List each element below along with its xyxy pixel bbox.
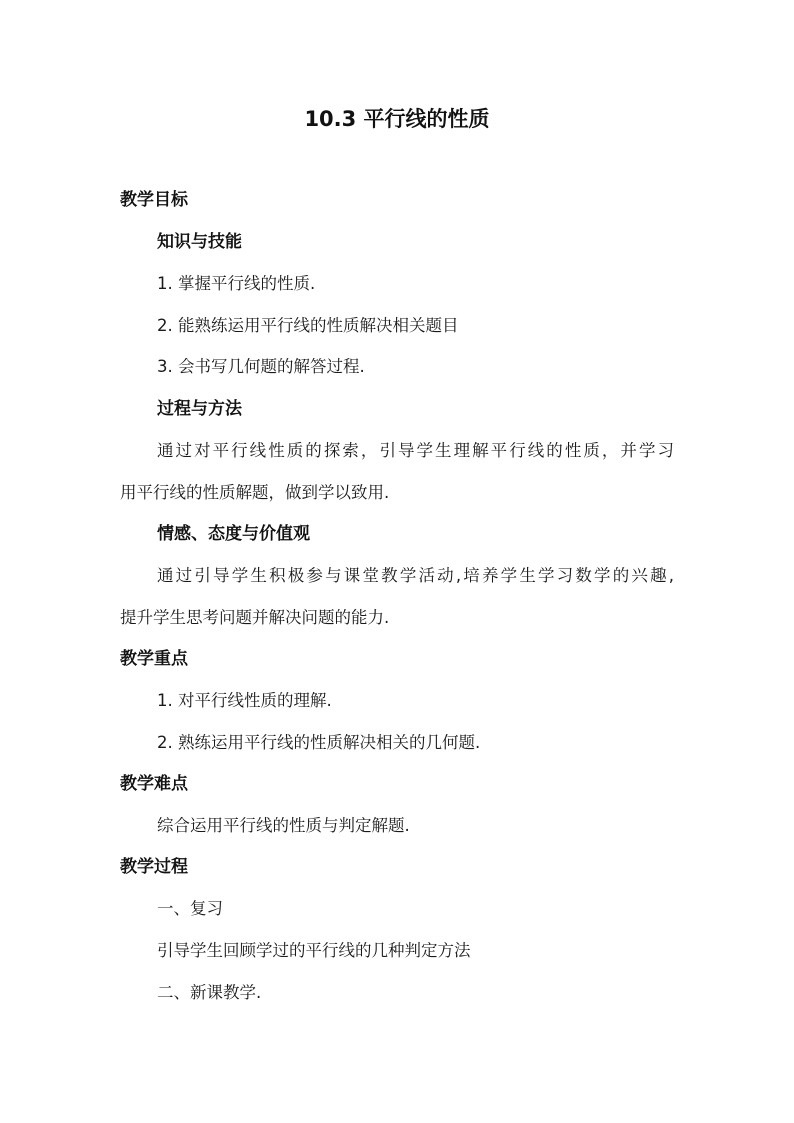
heading-teaching-process: 教学过程 [120, 857, 188, 877]
attitude-paragraph-line-2: 提升学生思考问题并解决问题的能力. [120, 608, 390, 627]
knowledge-item-1: 1. 掌握平行线的性质. [157, 274, 316, 293]
heading-difficulties: 教学难点 [120, 774, 188, 794]
heading-key-points: 教学重点 [120, 649, 188, 669]
key-point-item-1: 1. 对平行线性质的理解. [157, 691, 332, 710]
subheading-attitude-values: 情感、态度与价值观 [157, 524, 310, 544]
key-point-item-2: 2. 熟练运用平行线的性质解决相关的几何题. [157, 733, 481, 752]
attitude-paragraph-line-1: 通过引导学生积极参与课堂教学活动,培养学生学习数学的兴趣, [157, 566, 674, 585]
knowledge-item-2: 2. 能熟练运用平行线的性质解决相关题目 [157, 316, 459, 335]
process-paragraph-line-2: 用平行线的性质解题，做到学以致用. [120, 483, 390, 502]
page-title: 10.3 平行线的性质 [304, 107, 490, 131]
process-paragraph-line-1: 通过对平行线性质的探索，引导学生理解平行线的性质，并学习 [157, 441, 674, 460]
subheading-knowledge-skills: 知识与技能 [157, 232, 242, 252]
process-step-1-heading: 一、复习 [157, 899, 223, 918]
difficulty-text: 综合运用平行线的性质与判定解题. [157, 816, 410, 835]
heading-teaching-objectives: 教学目标 [120, 190, 188, 210]
knowledge-item-3: 3. 会书写几何题的解答过程. [157, 357, 365, 376]
process-step-1-text: 引导学生回顾学过的平行线的几种判定方法 [157, 941, 471, 960]
process-step-2-heading: 二、新课教学. [157, 983, 262, 1002]
subheading-process-methods: 过程与方法 [157, 399, 242, 419]
